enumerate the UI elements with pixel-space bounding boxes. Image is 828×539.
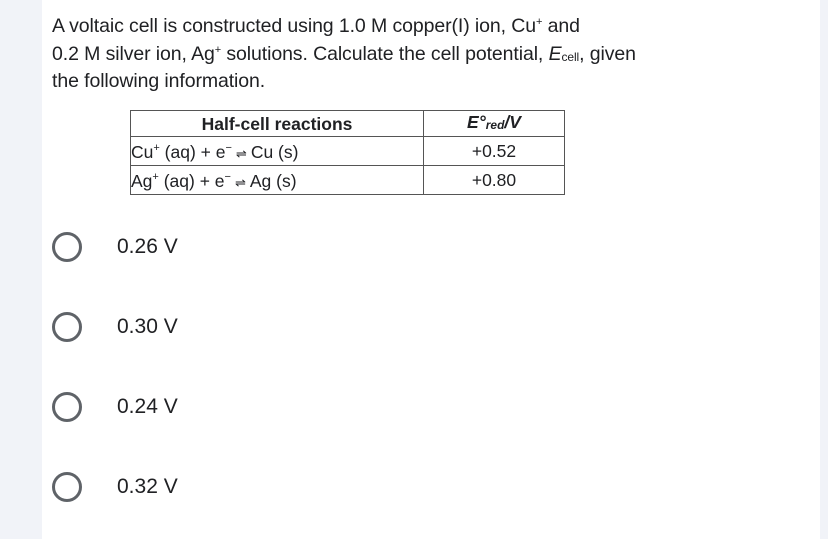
header-reduction-potential: E°red/V [424,111,565,137]
radio-button-icon[interactable] [52,312,82,342]
radio-button-icon[interactable] [52,392,82,422]
option-label: 0.26 V [117,235,178,258]
reaction-cell: Ag+ (aq) + e− ⇌ Ag (s) [131,166,424,195]
potential-value: +0.52 [424,137,565,166]
option-label: 0.30 V [117,315,178,338]
equilibrium-arrow-icon: ⇌ [235,146,247,161]
option-3[interactable] [52,387,352,427]
radio-button-icon[interactable] [52,472,82,502]
header-half-cell-reactions: Half-cell reactions [131,111,424,137]
question-line-1: A voltaic cell is constructed using 1.0 M copper(I) ion, Cu+ and [52,15,580,37]
option-label: 0.32 V [117,475,178,498]
question-text [52,10,702,93]
option-label: 0.24 V [117,395,178,418]
equilibrium-arrow-icon: ⇌ [234,175,246,190]
half-cell-table [130,110,565,195]
option-1[interactable] [52,227,352,267]
radio-button-icon[interactable] [52,232,82,262]
table-header-row [131,111,565,137]
potential-value: +0.80 [424,166,565,195]
table-row [131,166,565,195]
option-2[interactable] [52,307,352,347]
reaction-cell: Cu+ (aq) + e− ⇌ Cu (s) [131,137,424,166]
question-line-2: 0.2 M silver ion, Ag+ solutions. Calculate the cell potential, Ecell, given [52,43,636,65]
table-row [131,137,565,166]
question-line-3: the following information. [52,70,266,92]
option-4[interactable] [52,467,352,507]
